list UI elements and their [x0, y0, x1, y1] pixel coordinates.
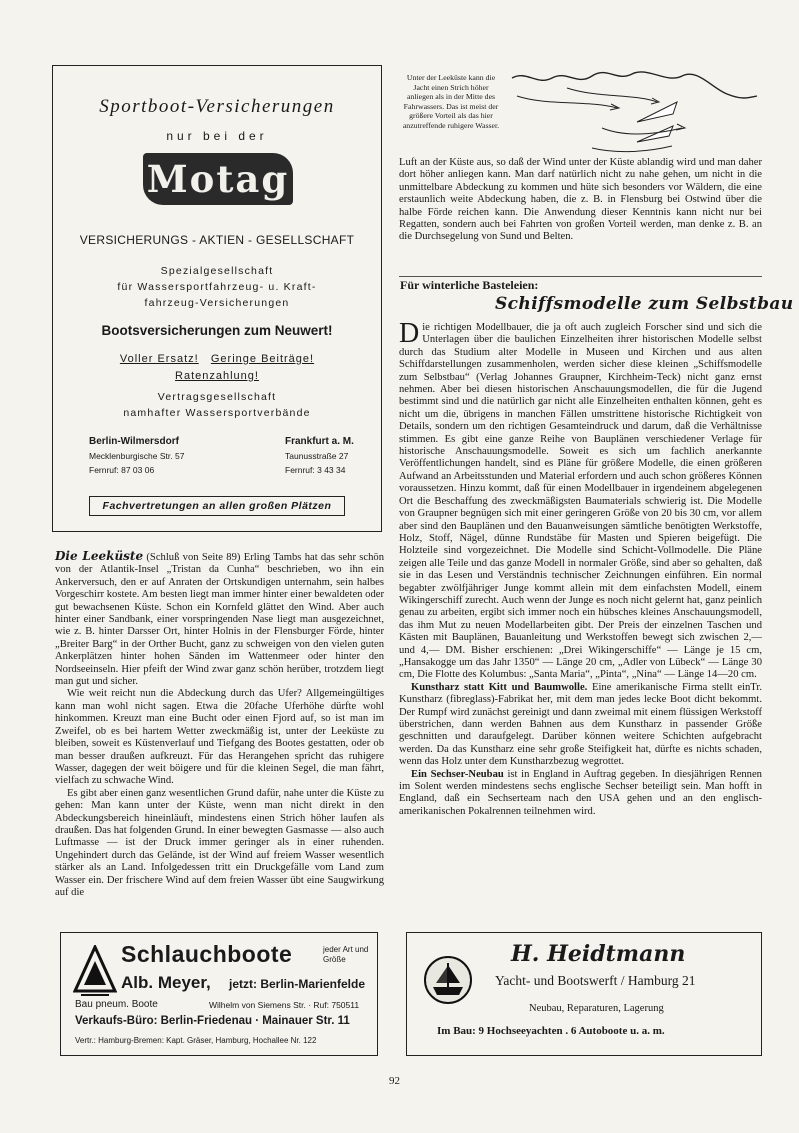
ad-title: Sportboot-Versicherungen: [99, 96, 335, 117]
sales-office: Verkaufs-Büro: Berlin-Friedenau · Mainauer Str. 11: [75, 1015, 350, 1027]
schiffsmodelle-article: [399, 318, 762, 818]
under-construction: Im Bau: 9 Hochseeyachten . 6 Autoboote u. a. m.: [437, 1025, 665, 1037]
page-number: 92: [389, 1075, 400, 1087]
office-street: Mecklenburgische Str. 57: [89, 451, 185, 461]
office-frankfurt: [285, 434, 354, 477]
product: Bau pneum. Boote: [75, 999, 158, 1010]
offer-full: Voller Ersatz!: [119, 353, 199, 365]
ad-title: Schlauchboote: [121, 941, 293, 967]
contract-line: Vertragsgesellschaft: [157, 391, 277, 403]
section-divider: [399, 276, 762, 277]
drop-cap: D: [399, 318, 420, 349]
schlauchboote-advertisement: [60, 932, 378, 1056]
paragraph: Luft an der Küste aus, so daß der Wind unter der Küste ablandig wird und man daher dort höher anliegen kann. Man darf natürlich nicht zu nahe gehen, um nicht in die unmittelbare Abdeckung zu kommen und hüte sich besonders vor Wäldern, die eine erstaunlich weite Abdeckung haben, die z. B. in Flensburg bei Ostwind über die halbe Förde reichen kann. Die Anwendung dieser Kenntnis kann nicht nur bei Regatten, sondern auch bei Fahrten von großen Vorteil werden, man denke z. B. an die Durchsegelung von Sund und Belten.: [399, 157, 762, 243]
signature: Tr.: [750, 681, 762, 693]
heidtmann-advertisement: [406, 932, 762, 1056]
ad-note: jeder Art und Größe: [323, 945, 369, 964]
mountain-logo-icon: [73, 945, 117, 997]
ad-footer: Fachvertretungen an allen großen Plätzen: [89, 496, 345, 516]
paragraph: Es gibt aber einen ganz wesentlichen Grund dafür, nahe unter die Küste zu gehen: Man kann unter der Küste, wenn man nicht direkt in den Abdeckungsbereich hineinläuft, mindestens einen Strich höher laufen als draußen. Das hat folgenden Grund. In einer bewegten Gasmasse — also auch Luftmasse — ist der Druck immer geringer als in einer ruhenden. Ungehindert durch das Gelände, ist der Wind auf freiem Wasser wesentlich stärker als an Land. Infolgedessen tritt ein Druckgefälle vom Land zum Wasser ein. Der frischere Wind auf dem freien Wasser übt eine Saugwirkung auf die: [55, 787, 384, 898]
office-phone: Fernruf: 87 03 06: [89, 465, 155, 475]
office-phone: Fernruf: 3 43 34: [285, 465, 346, 475]
paragraph-text: Erling Tambs hat das sehr schön von der Atlantik-Insel „Tristan da Cunha“ beschrieben, wo ihn ein Ankerversuch, den er auf Anraten der Ortskundigen unternahm, sein halbes Vorgeschirr kostete. Am besten liegt man immer hinter einer bewaldeten oder gut bewachsenen Küste. Schon ein Kornfeld glättet den Wind. Aber auch hinter einer Sandbank, einer vorspringenden Nase liegt man ausgezeichnet, wie z. B. hinter Darsser Ort, hinter Holnis in der Flensburger Förde, hinter „Breiter Barg“ in der Orther Bucht, ganz zu schweigen von den vielen guten Ankerplätzen hinter hohen Sänden im Wattenmeer oder hinter den Nordseeinseln. Hier pfeift der Wind zwar ganz schön herüber, trotzdem liegt man gut und sicher.: [55, 552, 384, 688]
agents: Vertr.: Hamburg-Bremen: Kapt. Gräser, Hamburg, Hochallee Nr. 122: [75, 1036, 317, 1045]
paragraph: Wie weit reicht nun die Abdeckung durch das Ufer? Allgemeingültiges kann man wohl nicht sagen. Etwa die 20fache Uferhöhe dürfte wohl hinkommen. Kreuzt man eine Bucht oder einen Fjord auf, so ist man im Zweifel, ob es bei hartem Wetter zweckmäßig ist, unter der Leeküste zu bleiben, soweit es Küstenverlauf und Tiefgang des Bootes gestatten, oder ob man besser draußen aufkreuzt. Für das Herangehen spricht das ruhigere Wasser, dagegen der weit böigere und für die kleinen Segel, die man fährt, vielfach zu schwache Wind.: [55, 688, 384, 787]
special-lines: [53, 263, 381, 311]
motag-logo: Motag: [143, 153, 293, 205]
offer-lines: [53, 351, 381, 385]
paragraph-text: Eine amerikanische Firma stellt ein Kunstharz (fibreglass)-Fabrikat her, mit dem man jedes lecke Boot dicht bekommt. Der Rumpf wird zunächst gereinigt und dann zweimal mit einem flüssigen Werkstoff überstrichen, dann werden Bahnen aus dem Kunstharz in passender Größe geschnitten und daraufgelegt. Darüber können weitere Schichten aufgebracht werden. Da das Kunstharz eine sehr große Steifigkeit hat, dürfte es nichts schaden, wenn das Holz unter dem Kunstharzbezug wegrottet.: [399, 681, 762, 768]
section-title: Schiffsmodelle zum Selbstbau: [495, 294, 794, 314]
leekueste-sketch: [507, 68, 762, 156]
heading-note: (Schluß von Seite 89): [146, 552, 241, 563]
office-city: Frankfurt a. M.: [285, 436, 354, 447]
special-line: Spezialgesellschaft: [160, 265, 274, 277]
motag-advertisement: [52, 65, 382, 532]
ad-title: H. Heidtmann: [511, 941, 686, 967]
ad-subtitle: Yacht- und Bootswerft / Hamburg 21: [495, 973, 696, 988]
leekueste-continued: [399, 157, 762, 244]
paragraph-head: Kunstharz statt Kitt und Baumwolle.: [411, 681, 588, 693]
paragraph: [55, 550, 384, 688]
contract-line: namhafter Wassersportverbände: [123, 407, 311, 419]
paragraph-head: Ein Sechser-Neubau: [411, 768, 504, 780]
services: Neubau, Reparaturen, Lagerung: [529, 1003, 664, 1014]
paragraph-text: ist in England in Auftrag gegeben. In diesjährigen Rennen im Solent werden mindestens sechs englische Sechser beteiligt sein. Man hofft in England, daß ein Sechserteam nach den USA gehen und an den englisch-amerikanischen Pokalrennen teilnehmen wird.: [399, 768, 762, 817]
maker: Alb. Meyer,: [121, 973, 211, 992]
office-berlin: [89, 434, 184, 477]
paragraph-text: ie richtigen Modellbauer, die ja oft auch zugleich Forscher sind und sich die Unterlagen über die baulichen Einzelheiten ihrer historischen Modelle selbst durch das Studium alter Modelle in Museen und Kirchen und aus alten Schiffdarstellungen zusammenholen, werden sicher diese kleinen „Schiffsmodelle zum Selbstbau“ (Verlag Johannes Graupner, Kirchheim-Teck) nicht ganz ernst nehmen. Aber bei diesen historischen Anschauungsmodellen, die für die Jugend bestimmt sind und die natürlich gar nicht alle Einzelheiten enthalten können, geht es nicht um die, übrigens in manchen Fällen umstrittene historische Richtigkeit von Details, sondern um den richtigen Gesamteindruck und darum, daß die Verhältnisse stimmen. Es gibt eine ganze Reihe von Bauplänen verschiedener Verlage für historische Anschauungsmodelle. Soweit es sich um fachlich anerkannte Veröffentlichungen handelt, sind es Pläne für größere Modelle, die einen größeren Aufwand an Arbeitsstunden und Material erfordern und auch schon größeres Können voraussetzen. Hinzu kommt, daß für einen Modellbauer in irgendeinem abgelegenen Ort die Beschaffung des zweckmäßigsten Baumaterials schwierig ist. Die Modelle von Graupner begnügen sich mit einer geringeren Größe von 20 bis 30 cm, vor allem aber sind den Bauplänen und den Bauanweisungen sämtliche benötigten Werkstoffe, Holz, Stoff, Nägel, dünne Rundstäbe für Masten und Spieren beigefügt. Die Holzteile sind vorgezeichnet. Die Modelle sind Schicht-Vollmodelle. Die Pläne zeigen alle Teile und das ganze Modell in normaler Größe, sind aber so gehalten, daß sie in das Lesen und Verständnis technischer Zeichnungen einführen. Ein normal begabter zwölfjähriger Junge kommt allein mit dem einfachsten Modell, einem Wikingerschiff zurecht. Auch wenn der Junge es noch nicht gelernt hat, ganz peinlich genau zu arbeiten, ergibt sich immer noch ein hübsches kleines Anschauungsmodell, das ihm Mut zu neuen Modellarbeiten gibt. Der Preis der einzelnen Taschen und Kästen mit Bauplänen, Bauanleitung und Werkstoffen bewegt sich zwischen 2,— und 4,— DM. Bisher erschienen: „Drei Wikingerschiffe“ — Länge je 15 cm, „Hansakogge um das Jahr 1350“ — Länge 20 cm, „Adler von Lübeck“ — Länge 30 cm, Die Flotte des Kolumbus: „Santa Maria“, „Pinta“, „Nina“ — Länge 14—20 cm.: [399, 322, 762, 681]
address: Wilhelm von Siemens Str. · Ruf: 750511: [209, 1000, 360, 1010]
contract-lines: [53, 389, 381, 421]
paragraph: [399, 682, 762, 769]
leekueste-article: [55, 550, 384, 899]
sketch-caption: Unter der Leeküste kann die Jacht einen Strich höher anliegen als in der Mitte des Fahrwassers. Das ist meist der größere Vorteil als das hier anzutreffende ruhigere Wasser.: [402, 73, 500, 130]
special-line: fahrzeug-Versicherungen: [144, 297, 290, 309]
office-city: Berlin-Wilmersdorf: [89, 436, 179, 447]
offer-installments: Ratenzahlung!: [175, 370, 259, 382]
section-kicker: Für winterliche Basteleien:: [400, 278, 539, 292]
ad-headline: Bootsversicherungen zum Neuwert!: [101, 323, 333, 338]
ship-emblem-icon: [423, 955, 473, 1005]
maker-location: jetzt: Berlin-Marienfelde: [229, 977, 366, 991]
special-line: für Wassersportfahrzeug- u. Kraft-: [117, 281, 317, 293]
ad-subtitle: nur bei der: [166, 129, 268, 143]
offer-low: Geringe Beiträge!: [210, 353, 315, 365]
office-street: Taunusstraße 27: [285, 451, 349, 461]
article-heading: Die Leeküste: [55, 549, 144, 563]
paragraph: [399, 769, 762, 819]
company-name: VERSICHERUNGS - AKTIEN - GESELLSCHAFT: [79, 233, 355, 247]
